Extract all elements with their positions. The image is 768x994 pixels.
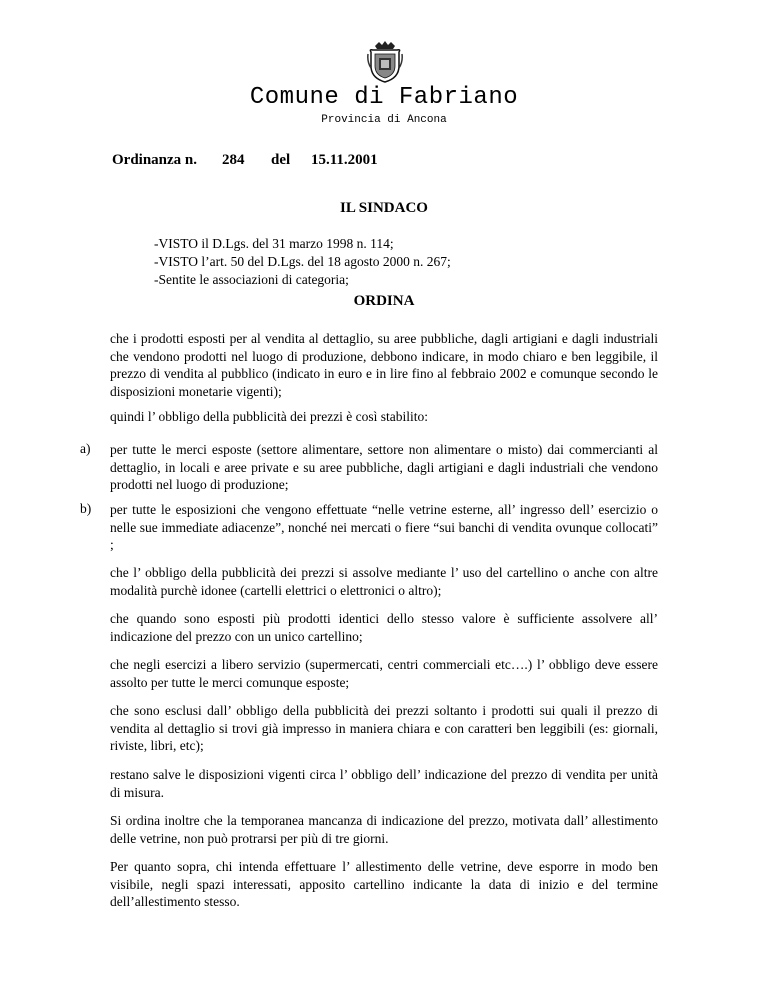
visto-item: -Sentite le associazioni di categoria; — [154, 272, 349, 287]
document-title: IL SINDACO — [340, 200, 428, 216]
ordina-heading: ORDINA — [353, 293, 415, 309]
paragraph-prodotti: che i prodotti esposti per al vendita al dettaglio, su aree pubbliche, dagli artigiani e dagli industriali che vendono prodotti nel luogo di produzione, debbono indicare, in modo chiaro e ben leggibile, il prezzo di vendita al pubblico (indicato in euro e in lire fino al febbraio 2002 e comunque secondo le disposizioni monetarie vigenti); — [110, 331, 658, 399]
visto-item: -VISTO il D.Lgs. del 31 marzo 1998 n. 114; — [154, 236, 394, 251]
visti-list — [154, 235, 451, 289]
fabriano-crest-icon — [367, 40, 403, 84]
province-name: Provincia di Ancona — [321, 114, 447, 126]
paragraph-cartellino: che l’ obbligo della pubblicità dei prezzi si assolve mediante l’ uso del cartellino o anche con altre modalità purchè idonee (cartelli elettrici o elettronici o altro); — [110, 565, 658, 598]
list-marker-b: b) — [80, 501, 92, 516]
municipality-name: Comune di Fabriano — [249, 84, 519, 111]
list-item-b: per tutte le esposizioni che vengono effettuate “nelle vetrine esterne, all’ ingresso dell’ esercizio o nelle sue immediate adiacenze”, nonché nei mercati o fiere “sui banchi di vendita ovunque collocati” ; — [110, 502, 658, 552]
paragraph-obbligo: quindi l’ obbligo della pubblicità dei prezzi è così stabilito: — [110, 409, 429, 424]
list-item-a: per tutte le merci esposte (settore alimentare, settore non alimentare o misto) dai commercianti al dettaglio, in locali e aree private e su aree pubbliche, dagli artigiani e dagli industriali che vendono prodotti nel luogo di produzione; — [110, 442, 658, 492]
paragraph-libero-servizio: che negli esercizi a libero servizio (supermercati, centri commerciali etc….) l’ obbligo deve essere assolto per tutte le merci comunque esposte; — [110, 657, 658, 690]
paragraph-unita-misura: restano salve le disposizioni vigenti circa l’ obbligo dell’ indicazione del prezzo di vendita per unità di misura. — [110, 767, 658, 800]
ordinance-date: 15.11.2001 — [311, 152, 378, 168]
ordinance-number: 284 — [222, 152, 245, 168]
ordinance-label: Ordinanza n. — [112, 152, 198, 168]
visto-item: -VISTO l’art. 50 del D.Lgs. del 18 agosto 2000 n. 267; — [154, 254, 451, 269]
paragraph-allestimento: Per quanto sopra, chi intenda effettuare l’ allestimento delle vetrine, deve esporre in modo ben visibile, negli spazi interessati, apposito cartellino indicante la data di inizio e del termine dell’allestimento stesso. — [110, 859, 658, 909]
list-marker-a: a) — [80, 441, 91, 456]
paragraph-esclusi: che sono esclusi dall’ obbligo della pubblicità dei prezzi soltanto i prodotti sui quali il prezzo di vendita al dettaglio si trovi già impresso in maniera chiara e con caratteri ben leggibili (es: giornali, riviste, libri, etc); — [110, 703, 658, 753]
paragraph-temporanea: Si ordina inoltre che la temporanea mancanza di indicazione del prezzo, motivata dall’ allestimento delle vetrine, non può protrarsi per più di tre giorni. — [110, 813, 658, 846]
ordinance-del: del — [271, 152, 291, 168]
paragraph-prodotti-identici: che quando sono esposti più prodotti identici dello stesso valore è sufficiente assolvere all’ indicazione del prezzo con un unico cartellino; — [110, 611, 658, 644]
